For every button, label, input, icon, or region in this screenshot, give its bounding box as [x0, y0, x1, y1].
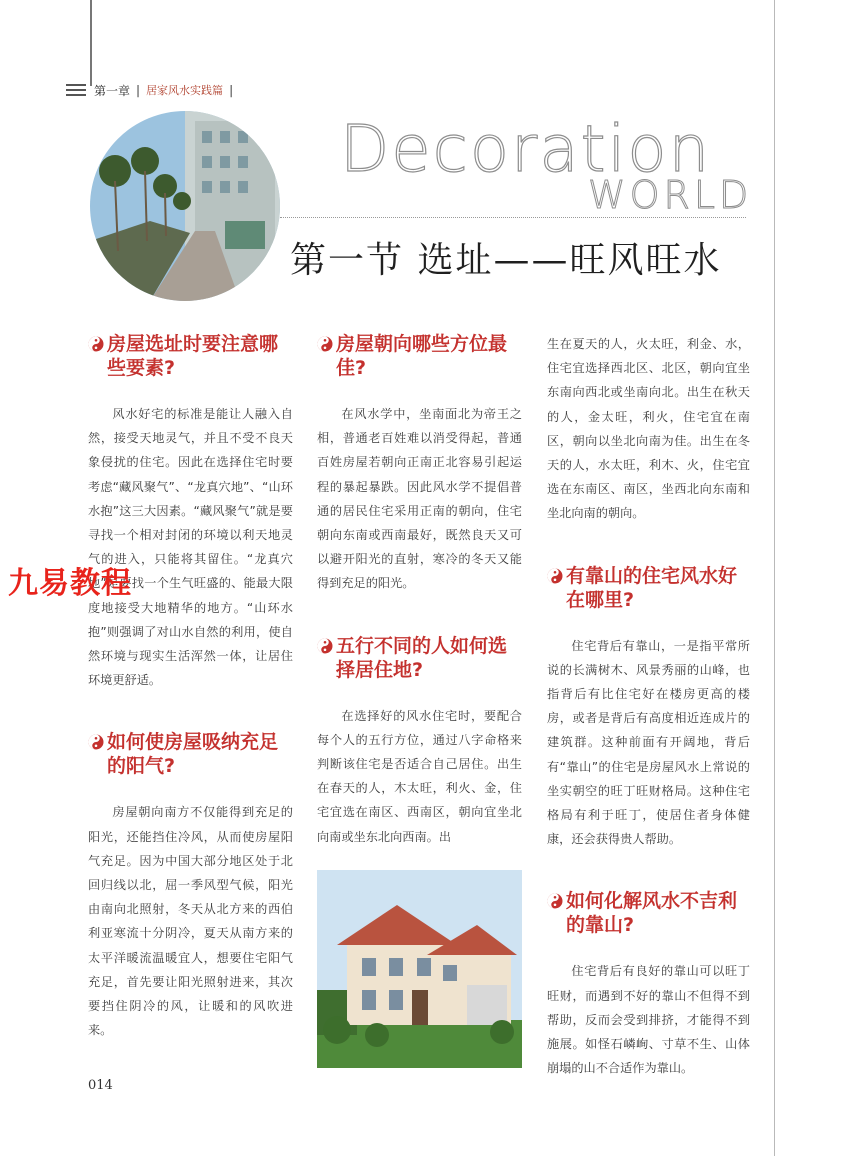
yin-yang-icon	[317, 638, 333, 654]
article-heading	[317, 332, 522, 380]
yin-yang-icon	[88, 734, 104, 750]
menu-lines-icon	[66, 84, 86, 96]
street-photo	[90, 111, 280, 301]
column-middle	[317, 332, 522, 849]
article-heading	[547, 564, 750, 612]
article-title: 有靠山的住宅风水好在哪里?	[566, 564, 738, 611]
world-word: WORLD	[588, 173, 753, 217]
article-title: 五行不同的人如何选择居住地?	[336, 634, 508, 681]
watermark-text: 九易教程	[8, 566, 132, 601]
article-body: 房屋朝向南方不仅能得到充足的阳光，还能挡住冷风，从而使房屋阳气充足。因为中国大部分地区处于北回归线以北，屈一季风型气候，阳光由南向北照射，冬天从北方来的西伯利亚寒流十分阴冷，夏天从南方来的太平洋暖流温暖宜人，想要住宅阳气充足，首先要让阳光照射进来，其次要挡住阴冷的风，让暖和的风吹进来。	[88, 805, 293, 1038]
running-header	[66, 81, 239, 99]
column-left	[88, 332, 293, 1042]
article-heading	[547, 889, 750, 937]
article-heading	[88, 730, 293, 778]
article-title: 房屋选址时要注意哪些要素?	[107, 333, 279, 379]
top-rule	[90, 0, 92, 86]
article-body: 在风水学中，坐南面北为帝王之相，普通老百姓难以消受得起，普通百姓房屋若朝向正南正北容易引起运程的暴起暴跌。因此风水学不提倡普通的居民住宅采用正南的朝向，住宅朝向东南或西南最好，既然良天又可以避开阳光的直射，寒冷的冬天又能得到充足的阳光。	[317, 407, 522, 591]
separator: |	[136, 83, 141, 97]
article-title: 如何使房屋吸纳充足的阳气?	[107, 731, 279, 778]
separator: |	[229, 83, 234, 97]
article-title: 如何化解风水不吉利的靠山?	[566, 890, 738, 937]
yin-yang-icon	[317, 336, 333, 352]
dotted-divider	[280, 217, 746, 218]
article-body: 住宅背后有良好的靠山可以旺丁旺财，而遇到不好的靠山不但得不到帮助，反而会受到排挤，才能得不到施展。如怪石嶙峋、寸草不生、山体崩塌的山不合适作为靠山。	[547, 964, 750, 1076]
chapter-label: 第一章	[94, 83, 131, 98]
yin-yang-icon	[88, 336, 104, 352]
article-body: 住宅背后有靠山，一是指平常所说的长满树木、风景秀丽的山峰，也指背后有比住宅好在楼房更高的楼房，或者是背后有高度相近连成片的建筑群。这种前面有开阔地，背后有“靠山”的住宅是房屋风水上常说的坐实朝空的旺丁旺财格局。这种住宅格局有利于旺丁，使居住者身体健康，还会获得贵人帮助。	[547, 638, 750, 847]
yin-yang-icon	[547, 568, 563, 584]
article-body: 风水好宅的标准是能让人融入自然，接受天地灵气，并且不受不良天象侵扰的住宅。因此在选择住宅时要考虑“藏风聚气”、“龙真穴地”、“山环水抱”这三大因素。“藏风聚气”就是要寻找一个相对封闭的环境以利天地灵气的进入，只能将其留住。“龙真穴地”是要找一个生气旺盛的、能最大限度地接受大地精华的地方。“山环水抱”则强调了对山水自然的利用，使自然环境与现实生活浑然一体，让居住环境更舒适。	[88, 407, 293, 688]
book-title: 居家风水实践篇	[146, 84, 224, 97]
article-body-continued: 生在夏天的人，火太旺，利金、水，住宅宜选择西北区、北区，朝向宜坐东南向西北或坐南向北。出生在秋天的人，金太旺，利火，住宅宜在南区，朝向以坐北向南为佳。出生在冬天的人，水太旺，利木、火，住宅宜选在东南区、南区，坐西北向东南和坐北向南的朝向。	[547, 337, 750, 521]
decoration-word: Decoration	[340, 113, 712, 187]
column-right	[547, 332, 750, 1080]
article-heading	[88, 332, 293, 380]
right-gutter-rule	[774, 0, 775, 1156]
villa-photo	[317, 870, 522, 1068]
article-title: 房屋朝向哪些方位最佳?	[336, 333, 508, 379]
article-body: 在选择好的风水住宅时，要配合每个人的五行方位，通过八字命格来判断该住宅是否适合自己居住。出生在春天的人，木太旺，利火、金，住宅宜选在南区、西南区，朝向宜坐北向南或坐东北向西南。出	[317, 708, 522, 844]
yin-yang-icon	[547, 893, 563, 909]
section-title: 第一节 选址——旺风旺水	[290, 240, 722, 281]
page-number: 014	[88, 1078, 113, 1093]
article-heading	[317, 634, 522, 682]
